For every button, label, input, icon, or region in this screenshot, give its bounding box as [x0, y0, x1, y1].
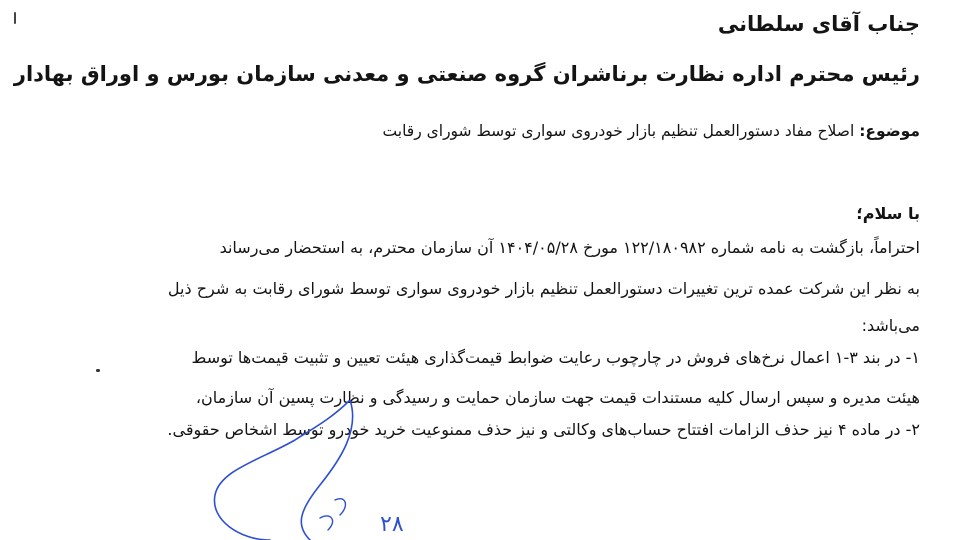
scan-mark: [14, 12, 16, 24]
addressee: جناب آقای سلطانی: [717, 12, 920, 36]
addressee-position: رئیس محترم اداره نظارت برناشران گروه صنعتی و معدنی سازمان بورس و اوراق بهادار: [13, 62, 920, 86]
signature-digits: ۲۸: [380, 512, 404, 537]
subject-line: [383, 122, 920, 140]
body-line-4: ۱- در بند ۳-۱ اعمال نرخ‌های فروش در چارچوب رعایت ضوابط قیمت‌گذاری هیئت تعیین و تثبیت قیمت‌ها توسط: [191, 348, 920, 367]
scan-dot: [96, 369, 100, 372]
body-line-3: می‌باشد:: [861, 316, 920, 335]
body-line-5: هیئت مدیره و سپس ارسال کلیه مستندات قیمت جهت سازمان حمایت و رسیدگی و نظارت پسین آن سازمان،: [195, 388, 920, 407]
subject-text: اصلاح مفاد دستورالعمل تنظیم بازار خودروی سواری توسط شورای رقابت: [382, 122, 855, 140]
body-line-2: به نظر این شرکت عمده ترین تغییرات دستورالعمل تنظیم بازار خودروی سواری توسط شورای رقابت به شرح ذیل: [167, 279, 920, 298]
body-line-1: احتراماً، بازگشت به نامه شماره ۱۲۲/۱۸۰۹۸۲ مورخ ۱۴۰۴/۰۵/۲۸ آن سازمان محترم، به استحضار می‌رساند: [219, 238, 920, 257]
greeting: با سلام؛: [856, 204, 920, 223]
body-line-6: ۲- در ماده ۴ نیز حذف الزامات افتتاح حساب‌های وکالتی و نیز حذف ممنوعیت خرید خودرو توسط اشخاص حقوقی.: [167, 420, 920, 439]
subject-label: موضوع:: [859, 122, 920, 140]
